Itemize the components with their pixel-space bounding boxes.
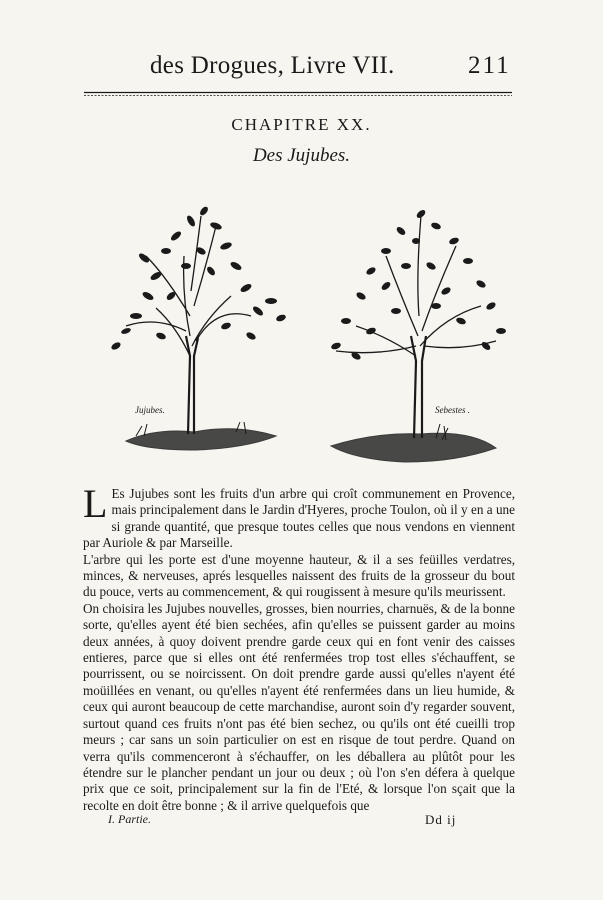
signature-left: I. Partie.	[108, 812, 151, 826]
jujubes-caption: Jujubes.	[135, 405, 165, 415]
header-rule	[84, 91, 512, 97]
sebestes-tree-illustration	[331, 216, 496, 462]
running-title: des Drogues, Livre VII.	[150, 52, 395, 79]
body-text	[83, 481, 515, 814]
drop-cap: L	[83, 481, 108, 526]
chapter-subtitle: Des Jujubes.	[252, 145, 351, 166]
paragraph-1: L Es Jujubes sont les fruits d'un arbre qui croît communement en Provence, mais principalement dans le Jardin d'Hyeres, proche Toulon, où il y en a une si grande quantité, que presque toutes celles que nous vendons en viennent par Auriole & par Marseille.	[83, 481, 515, 551]
signature-mark: Dd ij	[425, 812, 457, 827]
tree-engraving	[86, 196, 526, 471]
jujube-foliage	[110, 205, 287, 351]
chapter-heading: CHAPITRE XX.	[231, 115, 372, 134]
page-number: 211	[468, 52, 511, 79]
paragraph-2: L'arbre qui les porte est d'une moyenne hauteur, & il a ses feüilles verdatres, minces, & nerveuses, aprés lesquelles naissent des fruits de la grosseur du bout du pouce, verts au commencement, & qui rougissent à mesure qu'ils meurissent.	[83, 551, 515, 600]
paragraph-3: On choisira les Jujubes nouvelles, grosses, bien nourries, charnuës, & de la bonne sorte, qu'elles ayent été bien sechées, afin qu'elles se puissent garder au moins deux années, à quoy doivent prendre garde ceux qui en font venir des caisses entieres, parce que si elles ont été renfermées trop tost elles s'échauffent, se pourrissent, ou se noircissent. On doit prendre garde aussi qu'elles n'ayent été moüillées en venant, ou qu'elles n'ayent été renfermées dans un lieu humide, & ceux qui auront beaucoup de cette marchandise, auront soin d'y regarder souvent, surtout quand ces fruits n'ont pas été bien sechez, ou qu'ils ont été cueilli trop meurs ; car sans un soin particulier on est en risque de tout perdre. Quand on verra qu'ils commenceront à s'échauffer, on les déballera au plûtôt pour les étendre sur le plancher pendant un jour ou deux ; où l'on s'en défera à quelque prix que ce soit, principalement sur la fin de l'Eté, & lorsque l'on sçait que la recolte en doit être bonne ; & il arrive quelquefois que	[83, 600, 515, 813]
sebestes-caption: Sebestes .	[435, 405, 470, 415]
